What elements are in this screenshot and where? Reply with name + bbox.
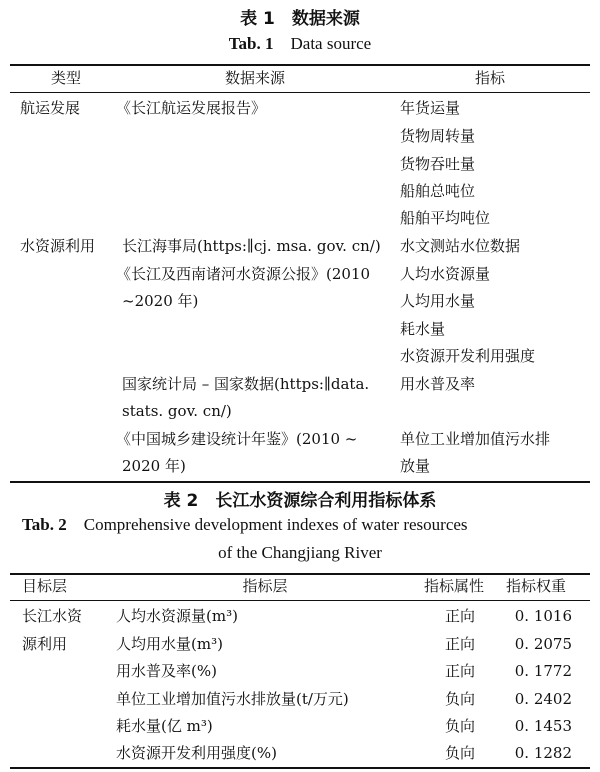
table2-label-en: Tab. 2 (22, 515, 67, 534)
table1-row2-source-3: ~2020 年) (122, 292, 199, 310)
table1-row1-indicator-2: 货物周转量 (400, 127, 476, 145)
table1-header-source: 数据来源 (224, 69, 285, 87)
table1-row1-indicator-1: 年货运量 (400, 99, 461, 117)
table2-target-line1: 长江水资 (22, 607, 83, 625)
table1-row2-source-2: 《长江及西南诸河水资源公报》(2010 (116, 265, 371, 283)
table2-row3-attribute: 正向 (444, 662, 475, 680)
table2-row6-weight: 0. 1282 (514, 744, 572, 762)
table1-row2-source-1: 长江海事局(https:∥cj. msa. gov. cn/) (122, 237, 381, 255)
table1-row2-indicator-5: 水资源开发利用强度 (400, 347, 536, 365)
table2-row3-weight: 0. 1772 (514, 662, 572, 680)
table2-bottom-rule (10, 767, 590, 769)
table2-header-attribute: 指标属性 (424, 577, 485, 595)
table2-row1-weight: 0. 1016 (514, 607, 572, 625)
table1-row4-indicator-2: 放量 (400, 457, 431, 475)
table1-title-en (0, 34, 600, 54)
table2-row6-attribute: 负向 (444, 744, 475, 762)
table2-row5-attribute: 负向 (444, 717, 475, 735)
table1-header-indicator: 指标 (474, 69, 505, 87)
table1-row4-indicator-1: 单位工业增加值污水排 (400, 430, 551, 448)
table2-top-rule (10, 573, 590, 575)
table2-row6-indicator: 水资源开发利用强度(%) (116, 744, 277, 762)
table1-header-rule (10, 92, 590, 93)
table1-row1-type: 航运发展 (20, 99, 81, 117)
table2-title-en-line1 (22, 515, 468, 535)
table1-top-rule (10, 64, 590, 66)
table2-header-weight: 指标权重 (506, 577, 567, 595)
table2-row5-indicator: 耗水量(亿 m³) (116, 717, 213, 735)
table1-row3-source-2: stats. gov. cn/) (122, 402, 232, 420)
table1-row2-indicator-3: 人均用水量 (400, 292, 476, 310)
table1-row1-source-1: 《长江航运发展报告》 (116, 99, 267, 117)
table2-caption-en-1: Comprehensive development indexes of water resources (83, 515, 468, 534)
table2-row4-indicator: 单位工业增加值污水排放量(t/万元) (116, 690, 349, 708)
table1-row3-indicator-1: 用水普及率 (400, 375, 476, 393)
table1-label-en: Tab. 1 (228, 34, 274, 53)
table1-row2-indicator-4: 耗水量 (400, 320, 446, 338)
table1-row2-type: 水资源利用 (20, 237, 96, 255)
table2-row1-indicator: 人均水资源量(m³) (116, 607, 238, 625)
table1-row1-indicator-5: 船舶平均吨位 (400, 209, 491, 227)
table2-row2-indicator: 人均用水量(m³) (116, 635, 223, 653)
table1-row2-indicator-2: 人均水资源量 (400, 265, 491, 283)
table2-target-line2: 源利用 (22, 635, 68, 653)
table2-row2-attribute: 正向 (444, 635, 475, 653)
table2-row4-attribute: 负向 (444, 690, 475, 708)
table1-header-type: 类型 (50, 69, 81, 87)
table2-title-en-line2: of the Changjiang River (218, 543, 382, 562)
table1-row1-indicator-4: 船舶总吨位 (400, 182, 476, 200)
table2-title-zh: 表 2 长江水资源综合利用指标体系 (163, 491, 437, 511)
table2-row2-weight: 0. 2075 (514, 635, 572, 653)
table2-header-rule (10, 600, 590, 601)
table1-row2-indicator-1: 水文测站水位数据 (400, 237, 521, 255)
table2-row4-weight: 0. 2402 (514, 690, 572, 708)
table2-row5-weight: 0. 1453 (514, 717, 572, 735)
table1-caption-en: Data source (290, 34, 372, 53)
table2-header-target: 目标层 (22, 577, 68, 595)
table1-row4-source-2: 2020 年) (122, 457, 186, 475)
table1-title-zh: 表 1 数据来源 (240, 9, 360, 29)
table1-bottom-rule (10, 481, 590, 483)
table1-row1-indicator-3: 货物吞吐量 (400, 155, 476, 173)
table2-row3-indicator: 用水普及率(%) (116, 662, 217, 680)
table1-row4-source-1: 《中国城乡建设统计年鉴》(2010 ~ (116, 430, 358, 448)
table2-header-indicator: 指标层 (242, 577, 288, 595)
table1-row3-source-1: 国家统计局 – 国家数据(https:∥data. (122, 375, 370, 393)
table2-row1-attribute: 正向 (444, 607, 475, 625)
